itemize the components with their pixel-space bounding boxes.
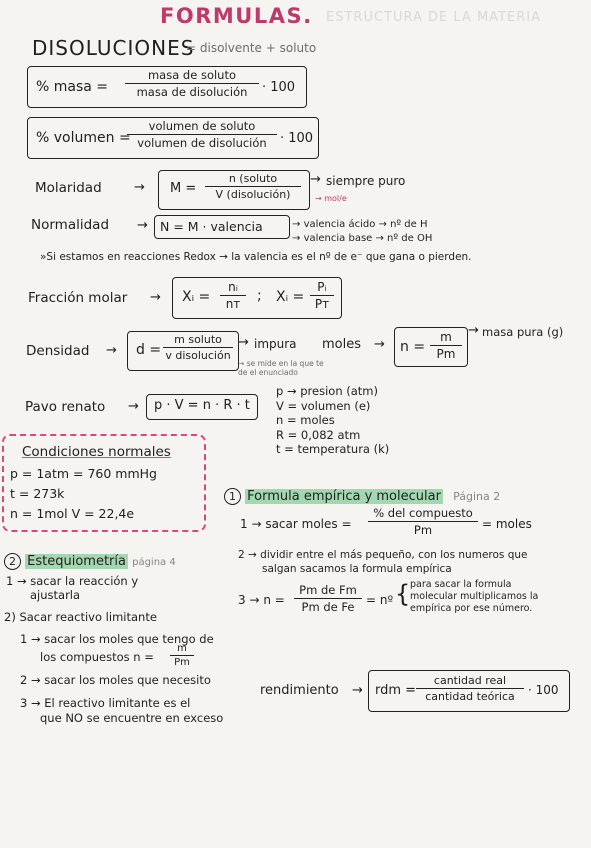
estequiometria-step-1-b: ajustarla	[30, 588, 81, 602]
moles-denominator: Pm	[436, 347, 456, 361]
fraccion-molar-fraction-2	[310, 280, 334, 311]
molaridad-label: Molaridad	[35, 180, 102, 196]
condiciones-normales-title: Condiciones normales	[22, 444, 171, 460]
normalidad-note-2-text: valencia base → nº de OH	[303, 233, 433, 244]
empirica-step-3-fraction	[294, 583, 362, 614]
arrow-icon: →	[310, 172, 321, 187]
arrow-icon: →	[292, 219, 301, 230]
fraccion-molar-fraction-1	[220, 280, 246, 311]
estequiometria-step-2: 2) Sacar reactivo limitante	[4, 610, 157, 624]
empirica-step-1-label: 1 → sacar moles =	[240, 517, 352, 531]
section-number-2: 2	[4, 553, 21, 570]
molaridad-lhs: M =	[170, 181, 197, 196]
empirica-step-3-note-1: para sacar la formula	[410, 579, 512, 590]
pavo-renato-variables	[276, 384, 389, 457]
disoluciones-heading: DISOLUCIONES	[32, 36, 195, 60]
masa-label: % masa =	[36, 79, 109, 95]
normalidad-note-1-text: valencia ácido → nº de H	[303, 219, 428, 230]
empirica-step-2-a: 2 → dividir entre el más pequeño, con los numeros que	[238, 549, 528, 561]
arrow-icon: →	[134, 180, 145, 195]
section-number-1: 1	[224, 488, 241, 505]
fraccion-molar-lhs-2: Xᵢ =	[276, 289, 305, 305]
masa-fraction	[125, 68, 259, 99]
densidad-impura: impura	[254, 337, 297, 351]
arrow-icon: →	[137, 218, 148, 233]
masa-denominator: masa de disolución	[136, 85, 248, 99]
rendimiento-denominator: cantidad teórica	[425, 690, 515, 703]
densidad-impura-note	[238, 359, 330, 377]
volumen-denominator: volumen de disolución	[137, 136, 267, 150]
densidad-moles: moles	[322, 337, 361, 352]
arrow-icon: →	[238, 335, 249, 350]
arrow-icon: →	[238, 359, 245, 368]
masa-pura-note: masa pura (g)	[482, 325, 564, 339]
empirica-step-2-b: salgan sacamos la formula empírica	[262, 563, 452, 575]
disoluciones-subtitle: = disolvente + soluto	[186, 41, 317, 55]
fraccion-molar-denominator-2: Pᴛ	[314, 297, 330, 311]
rendimiento-label: rendimiento	[260, 683, 339, 698]
volumen-label: % volumen =	[36, 130, 131, 146]
volumen-numerator: volumen de soluto	[127, 119, 277, 135]
pavo-var-p: p → presion (atm)	[276, 384, 378, 398]
pavo-var-r: R = 0,082 atm	[276, 427, 361, 442]
empirica-heading	[224, 488, 500, 505]
volumen-factor: · 100	[280, 131, 314, 146]
bleed-through-text: ESTRUCTURA DE LA MATERIA	[326, 10, 541, 25]
pavo-var-t: t = temperatura (k)	[276, 442, 390, 456]
arrow-icon: →	[352, 683, 363, 698]
densidad-label: Densidad	[26, 343, 90, 359]
empirica-step-1-rhs: = moles	[482, 517, 532, 531]
densidad-lhs: d =	[136, 342, 162, 358]
normalidad-label: Normalidad	[31, 217, 110, 233]
limitante-step-1-numerator: m	[170, 643, 194, 656]
estequiometria-heading	[4, 553, 176, 570]
rendimiento-numerator: cantidad real	[416, 674, 524, 689]
normalidad-formula: N = M · valencia	[160, 219, 263, 234]
empirica-step-3-rhs: = nº	[366, 593, 394, 607]
moles-lhs: n =	[400, 339, 426, 355]
arrow-icon: →	[374, 337, 385, 352]
empirica-page-ref: Página 2	[453, 490, 501, 503]
empirica-step-1-denominator: Pm	[413, 523, 433, 537]
fraccion-molar-numerator-1: nᵢ	[220, 280, 246, 296]
fraccion-molar-numerator-2: Pᵢ	[310, 280, 334, 296]
empirica-step-3-denominator: Pm de Fe	[301, 600, 355, 614]
estequiometria-page-ref: página 4	[132, 557, 176, 568]
normalidad-note-2	[292, 233, 432, 244]
normalidad-note-1	[292, 219, 428, 230]
limitante-step-3-b: que NO se encuentre en exceso	[40, 711, 224, 725]
pavo-var-v: V = volumen (e)	[276, 398, 371, 413]
densidad-impura-note-text: se mide en la que te de el enunciado	[238, 359, 324, 377]
brace-icon: {	[395, 580, 411, 608]
condiciones-line-temperatura: t = 273k	[10, 486, 65, 501]
densidad-fraction	[163, 333, 233, 362]
fraccion-molar-lhs-1: Xᵢ =	[182, 289, 211, 305]
fraccion-molar-label: Fracción molar	[28, 290, 128, 306]
molaridad-fraction	[205, 172, 301, 201]
empirica-title: Formula empírica y molecular	[247, 489, 441, 504]
pavo-renato-label: Pavo renato	[25, 399, 106, 415]
moles-numerator: m	[430, 330, 462, 346]
empirica-step-3-label: 3 → n =	[238, 593, 285, 607]
empirica-step-3-note-3: empírica por ese número.	[410, 603, 533, 614]
estequiometria-step-1-a: 1 → sacar la reacción y	[6, 574, 139, 588]
densidad-denominator: v disolución	[165, 349, 231, 362]
rendimiento-lhs: rdm =	[375, 683, 417, 698]
moles-fraction	[430, 330, 462, 361]
molaridad-note: siempre puro	[326, 174, 406, 188]
condiciones-line-presion: p = 1atm = 760 mmHg	[10, 466, 157, 481]
limitante-step-1-b: los compuestos n =	[40, 650, 154, 664]
molaridad-denominator: V (disolución)	[215, 188, 291, 201]
limitante-step-3-a: 3 → El reactivo limitante es el	[20, 696, 191, 710]
normalidad-remark: »Si estamos en reacciones Redox → la valencia es el nº de e⁻ que gana o pierden.	[40, 251, 472, 263]
volumen-fraction	[127, 119, 277, 150]
pavo-var-n: n = moles	[276, 413, 335, 427]
fraccion-molar-denominator-1: nᴛ	[225, 297, 241, 311]
densidad-numerator: m soluto	[163, 333, 233, 348]
molaridad-numerator: n (soluto	[205, 172, 301, 187]
condiciones-line-moles-volumen: n = 1mol V = 22,4e	[10, 506, 135, 521]
empirica-step-1-fraction	[368, 506, 478, 537]
masa-factor: · 100	[262, 80, 296, 95]
empirica-step-3-numerator: Pm de Fm	[294, 583, 362, 599]
estequiometria-title: Estequiometría	[27, 554, 126, 569]
empirica-step-3-note-2: molecular multiplicamos la	[410, 591, 539, 602]
fraccion-molar-separator: ;	[257, 288, 262, 304]
arrow-icon: →	[150, 290, 161, 305]
molaridad-note-small: → mol/e	[315, 194, 347, 203]
limitante-step-1-fraction	[170, 643, 194, 668]
limitante-step-2: 2 → sacar los moles que necesito	[20, 673, 211, 687]
arrow-icon: →	[292, 233, 301, 244]
arrow-icon: →	[128, 399, 139, 414]
masa-numerator: masa de soluto	[125, 68, 259, 84]
condiciones-normales-lines	[10, 464, 157, 524]
empirica-step-3-note	[410, 579, 538, 615]
pavo-renato-formula: p · V = n · R · t	[154, 398, 250, 413]
empirica-step-1-numerator: % del compuesto	[368, 506, 478, 522]
limitante-step-1-denominator: Pm	[174, 657, 190, 668]
arrow-icon: →	[468, 323, 479, 338]
rendimiento-fraction	[416, 674, 524, 703]
page-title: FORMULAS.	[160, 4, 313, 28]
arrow-icon: →	[106, 343, 117, 358]
rendimiento-factor: · 100	[528, 683, 559, 697]
limitante-step-1-a: 1 → sacar los moles que tengo de	[20, 632, 214, 646]
